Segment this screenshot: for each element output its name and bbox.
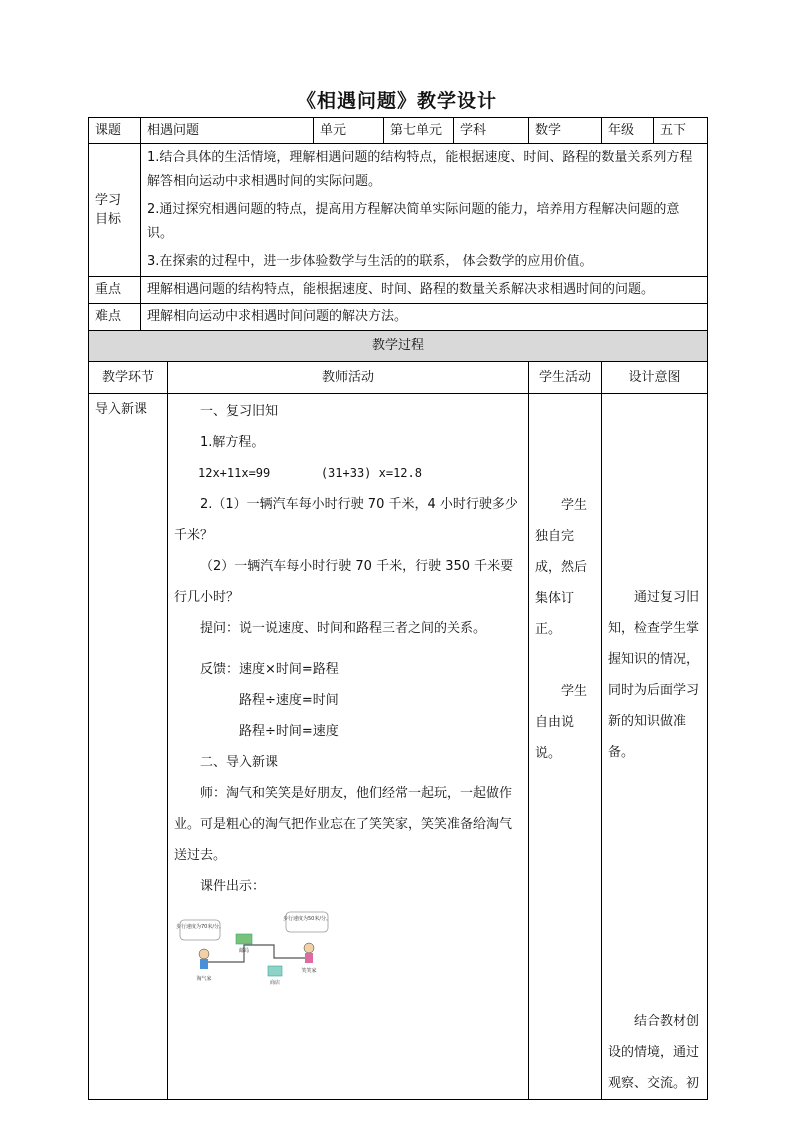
process-header: 教学过程 (89, 331, 708, 362)
spacer (174, 644, 522, 654)
note-left-bubble (176, 920, 224, 940)
store-icon (268, 966, 282, 986)
boy-icon (196, 949, 211, 982)
feedback-3: 路程÷时间=速度 (239, 724, 339, 739)
spacer (608, 768, 701, 1006)
goals-row (89, 144, 708, 277)
question-2a: 2.（1）一辆汽车每小时行驶 70 千米，4 小时行驶多少千米？ (174, 497, 518, 543)
process-row (89, 394, 708, 1100)
review-title: 一、复习旧知 (200, 404, 279, 419)
design-intent-cell (602, 394, 708, 1100)
discipline-value: 数学 (529, 118, 602, 144)
feedback-1: 反馈：速度×时间=路程 (200, 662, 339, 677)
grade-value: 五下 (654, 118, 708, 144)
key-point-text: 理解相遇问题的结构特点，能根据速度、时间、路程的数量关系解决求相遇时间的问题。 (141, 277, 708, 304)
svg-text:商店: 商店 (269, 980, 281, 986)
solve-title: 1.解方程。 (200, 435, 265, 450)
grade-label: 年级 (602, 118, 654, 144)
goal-item: 2.通过探究相遇问题的特点，提高用方程解决简单实际问题的能力，培养用方程解决问题的意识。 (147, 202, 680, 241)
col-intent: 设计意图 (602, 362, 708, 394)
svg-text:笑笑家: 笑笑家 (301, 968, 317, 974)
note-right-bubble (283, 912, 331, 932)
key-point-label: 重点 (89, 277, 141, 304)
discipline-label: 学科 (454, 118, 529, 144)
svg-text:淘气家: 淘气家 (196, 976, 212, 982)
columns-header-row (89, 362, 708, 394)
info-row (89, 118, 708, 144)
process-header-row (89, 331, 708, 362)
col-teacher: 教师活动 (168, 362, 529, 394)
intent-note-2: 结合教材创设的情境，通过观察、交流。初 (608, 1014, 700, 1091)
student-note-1: 学生独自完成，然后集体订正。 (535, 498, 588, 637)
svg-text:邮局: 邮局 (238, 948, 250, 954)
question-2b: （2）一辆汽车每小时行驶 70 千米，行驶 350 千米要行几小时？ (174, 559, 514, 605)
show-label: 课件出示： (200, 879, 266, 894)
post-office-icon (236, 934, 252, 954)
note-right-text: 步行速度为50米/分。 (282, 916, 332, 922)
story-text: 师：淘气和笑笑是好朋友，他们经常一起玩，一起做作业。可是粗心的淘气把作业忘在了笑笑家，笑笑准备给淘气送过去。 (174, 786, 513, 863)
feedback-2: 路程÷速度=时间 (239, 693, 339, 708)
ask-relation: 提问：说一说速度、时间和路程三者之间的关系。 (200, 621, 487, 636)
equations: 12x+11x=99 (31+33) x=12.8 (198, 466, 422, 480)
spacer (535, 645, 595, 676)
unit-label: 单元 (314, 118, 384, 144)
subject-label: 课题 (89, 118, 141, 144)
difficulty-label: 难点 (89, 304, 141, 331)
teacher-activity-cell (168, 394, 529, 1100)
goal-item: 3.在探索的过程中，进一步体验数学与生活的的联系， 体会数学的应用价值。 (147, 254, 593, 269)
student-activity-cell (529, 394, 602, 1100)
subject-value: 相遇问题 (141, 118, 314, 144)
col-stage: 教学环节 (89, 362, 168, 394)
intro-title: 二、导入新课 (200, 755, 279, 770)
key-point-row (89, 277, 708, 304)
col-student: 学生活动 (529, 362, 602, 394)
document-title: 《相遇问题》教学设计 (296, 90, 497, 112)
lesson-plan-table (88, 117, 708, 1100)
route-illustration (174, 910, 334, 990)
student-note-2: 学生自由说说。 (535, 684, 588, 761)
difficulty-text: 理解相向运动中求相遇时间问题的解决方法。 (141, 304, 708, 331)
unit-value: 第七单元 (384, 118, 454, 144)
stage-cell: 导入新课 (89, 394, 168, 1100)
goals-content (141, 144, 708, 277)
goal-item: 1.结合具体的生活情境，理解相遇问题的结构特点，能根据速度、时间、路程的数量关系列方程解答相向运动中求相遇时间的实际问题。 (147, 150, 693, 189)
route-line (204, 945, 309, 962)
goals-label: 学习 目标 (89, 144, 141, 277)
intent-note-1: 通过复习旧知，检查学生掌握知识的情况，同时为后面学习新的知识做准备。 (608, 590, 700, 760)
difficulty-row (89, 304, 708, 331)
note-left-text: 步行速度为70米/分。 (175, 924, 225, 930)
